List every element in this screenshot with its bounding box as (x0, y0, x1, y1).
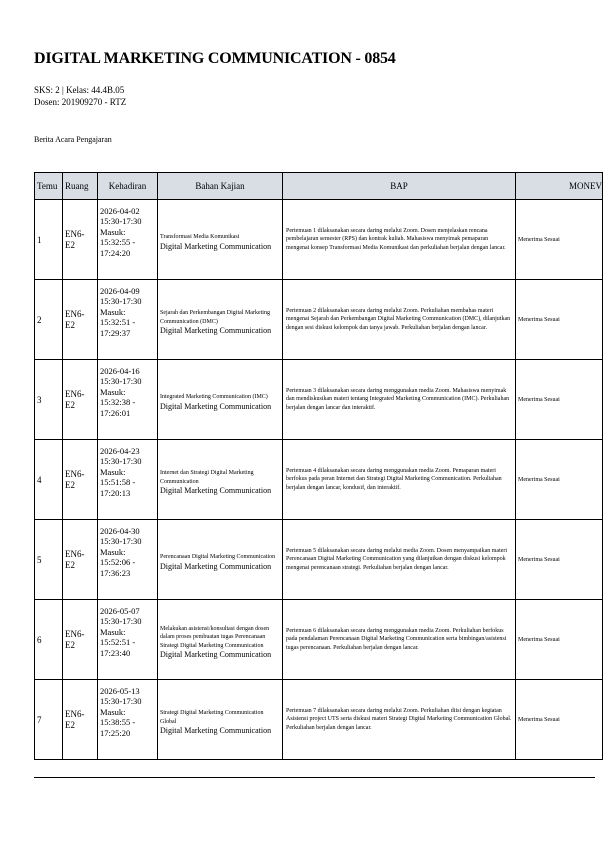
monev-status: Menerima Sesuai (516, 600, 603, 680)
meeting-number: 2 (35, 280, 63, 360)
monev-status: Menerima Sesuai (516, 520, 603, 600)
attendance-masuk-jam: 15:32:38 - (100, 397, 136, 408)
course-name: Digital Marketing Communication (160, 325, 272, 335)
study-material-cell (158, 600, 283, 680)
attendance-jam: 15:30-17:30 (100, 696, 142, 707)
monev-status: Menerima Sesuai (516, 680, 603, 760)
room-suffix: E2 (65, 399, 75, 410)
attendance-masuk-label: Masuk: (100, 706, 126, 717)
page-title: DIGITAL MARKETING COMMUNICATION - 0854 (34, 50, 396, 67)
header-bap: BAP (283, 173, 516, 200)
study-material-cell (158, 440, 283, 520)
attendance-masuk-jam: 15:32:55 - (100, 237, 136, 248)
table-row (35, 600, 603, 680)
study-material-cell (158, 280, 283, 360)
bap-description: Pertemuan 7 dilaksanakan secara daring melalui Zoom. Perkuliahan diisi dengan kegiatan Asistensi project UTS serta diskusi materi Strategi Digital Marketing Communication Global. Perkuliahan berjalan dengan lancar. (283, 680, 516, 760)
table-row (35, 200, 603, 280)
attendance-masuk-jam: 15:51:58 - (100, 477, 136, 488)
attendance-masuk-label: Masuk: (100, 626, 126, 637)
meeting-number: 5 (35, 520, 63, 600)
room-cell (63, 680, 98, 760)
header-kehadiran: Kehadiran (98, 173, 158, 200)
attendance-cell (98, 280, 158, 360)
attendance-tanggal: 2026-04-09 (100, 286, 140, 296)
attendance-tanggal: 2026-05-07 (100, 606, 140, 616)
room-cell (63, 360, 98, 440)
attendance-cell (98, 440, 158, 520)
attendance-keluar-jam: 17:25:20 (100, 727, 131, 738)
monev-status: Menerima Sesuai (516, 280, 603, 360)
attendance-keluar-jam: 17:24:20 (100, 247, 131, 258)
attendance-masuk-label: Masuk: (100, 546, 126, 557)
monev-status: Menerima Sesuai (516, 440, 603, 520)
attendance-cell (98, 600, 158, 680)
room-suffix: E2 (65, 479, 75, 490)
room-code: EN6- (65, 708, 85, 719)
study-material-cell (158, 680, 283, 760)
bap-description: Pertemuan 5 dilaksanakan secara daring melalui media Zoom. Dosen menyampaikan materi Perencanaan Digital Marketing Communication yang dilanjutkan dengan diskusi kelompok mengenai perencanaan strategi. Perkuliahan berjalan dengan lancar. (283, 520, 516, 600)
room-code: EN6- (65, 308, 85, 319)
room-cell (63, 280, 98, 360)
attendance-jam: 15:30-17:30 (100, 536, 142, 547)
room-code: EN6- (65, 468, 85, 479)
study-topic: Strategi Digital Marketing Communication Global (160, 710, 264, 725)
attendance-keluar-jam: 17:26:01 (100, 407, 131, 418)
attendance-keluar-jam: 17:23:40 (100, 647, 131, 658)
room-suffix: E2 (65, 639, 75, 650)
meeting-number: 6 (35, 600, 63, 680)
bap-description: Pertemuan 4 dilaksanakan secara daring menggunakan media Zoom. Pemaparan materi berfokus pada peran Internet dan Strategi Digital Marketing Communication. Perkuliahan berjalan dengan lancar, kondusif, dan interaktif. (283, 440, 516, 520)
section-label: Berita Acara Pengajaran (34, 135, 112, 144)
study-material-cell (158, 520, 283, 600)
study-material-cell (158, 360, 283, 440)
meeting-number: 1 (35, 200, 63, 280)
attendance-jam: 15:30-17:30 (100, 296, 142, 307)
attendance-masuk-jam: 15:52:51 - (100, 637, 136, 648)
study-topic: Transformasi Media Komunikasi (160, 234, 240, 241)
attendance-cell (98, 360, 158, 440)
meeting-number: 3 (35, 360, 63, 440)
table-row (35, 360, 603, 440)
room-suffix: E2 (65, 239, 75, 250)
attendance-cell (98, 200, 158, 280)
header-ruang: Ruang (63, 173, 98, 200)
bap-table (34, 172, 603, 760)
attendance-keluar-jam: 17:20:13 (100, 487, 131, 498)
attendance-keluar-jam: 17:29:37 (100, 327, 131, 338)
course-name: Digital Marketing Communication (160, 561, 272, 571)
study-topic: Melakukan asistensi/konsultasi dengan dosen dalam proses pembuatan tugas Perencanaan Strategi Digital Marketing Communication (160, 626, 270, 649)
header-monev: MONEV (516, 173, 603, 200)
attendance-masuk-jam: 15:38:55 - (100, 717, 136, 728)
course-name: Digital Marketing Communication (160, 401, 272, 411)
room-code: EN6- (65, 228, 85, 239)
header-temu: Temu (35, 173, 63, 200)
room-code: EN6- (65, 388, 85, 399)
room-cell (63, 600, 98, 680)
attendance-cell (98, 520, 158, 600)
course-name: Digital Marketing Communication (160, 649, 272, 659)
bap-description: Pertemuan 1 dilaksanakan secara daring melalui Zoom. Dosen menjelaskan rencana pembelajaran semester (RPS) dan kontrak kuliah. Mahasiswa menyimak pemaparan mengenai konsep Transformasi Media Komunikasi dan perkuliahan berjalan dengan lancar. (283, 200, 516, 280)
course-meta-dosen: Dosen: 201909270 - RTZ (34, 97, 127, 107)
room-suffix: E2 (65, 559, 75, 570)
attendance-tanggal: 2026-04-02 (100, 206, 140, 216)
study-topic: Sejarah dan Perkembangan Digital Marketing Communication (DMC) (160, 310, 270, 325)
room-code: EN6- (65, 628, 85, 639)
table-row (35, 440, 603, 520)
attendance-tanggal: 2026-05-13 (100, 686, 140, 696)
monev-status: Menerima Sesuai (516, 200, 603, 280)
table-body (35, 200, 603, 760)
meeting-number: 7 (35, 680, 63, 760)
attendance-tanggal: 2026-04-23 (100, 446, 140, 456)
attendance-cell (98, 680, 158, 760)
meeting-number: 4 (35, 440, 63, 520)
attendance-jam: 15:30-17:30 (100, 216, 142, 227)
attendance-masuk-label: Masuk: (100, 466, 126, 477)
study-topic: Internet dan Strategi Digital Marketing Communication (160, 470, 254, 485)
study-material-cell (158, 200, 283, 280)
study-topic: Perencanaan Digital Marketing Communication (160, 554, 276, 561)
bap-description: Pertemuan 3 dilaksanakan secara daring menggunakan media Zoom. Mahasiswa menyimak dan mendiskusikan materi tentang Integrated Marketing Communication (IMC). Perkuliahan berjalan dengan lancar dan interaktif. (283, 360, 516, 440)
monev-status: Menerima Sesuai (516, 360, 603, 440)
course-name: Digital Marketing Communication (160, 725, 272, 735)
attendance-keluar-jam: 17:36:23 (100, 567, 131, 578)
bap-description: Pertemuan 6 dilaksanakan secara daring menggunakan media Zoom. Perkuliahan berfokus pada pendalaman Perencanaan Digital Marketing Communication serta bimbingan/asistensi tugas perencanaan. Perkuliahan berjalan dengan lancar. (283, 600, 516, 680)
attendance-jam: 15:30-17:30 (100, 616, 142, 627)
table-row (35, 280, 603, 360)
attendance-masuk-jam: 15:32:51 - (100, 317, 136, 328)
study-topic: Integrated Marketing Communication (IMC) (160, 394, 268, 401)
course-meta-sks-kelas: SKS: 2 | Kelas: 44.4B.05 (34, 85, 125, 95)
room-suffix: E2 (65, 719, 75, 730)
room-cell (63, 520, 98, 600)
table-row (35, 520, 603, 600)
table-row (35, 680, 603, 760)
attendance-tanggal: 2026-04-30 (100, 526, 140, 536)
attendance-masuk-label: Masuk: (100, 306, 126, 317)
room-cell (63, 200, 98, 280)
attendance-masuk-jam: 15:52:06 - (100, 557, 136, 568)
attendance-tanggal: 2026-04-16 (100, 366, 140, 376)
attendance-jam: 15:30-17:30 (100, 456, 142, 467)
header-bahan-kajian: Bahan Kajian (158, 173, 283, 200)
course-name: Digital Marketing Communication (160, 241, 272, 251)
room-cell (63, 440, 98, 520)
room-suffix: E2 (65, 319, 75, 330)
course-name: Digital Marketing Communication (160, 485, 272, 495)
table-bottom-border (34, 777, 595, 778)
attendance-masuk-label: Masuk: (100, 226, 126, 237)
table-header-row (35, 173, 603, 200)
attendance-masuk-label: Masuk: (100, 386, 126, 397)
room-code: EN6- (65, 548, 85, 559)
attendance-jam: 15:30-17:30 (100, 376, 142, 387)
bap-description: Pertemuan 2 dilaksanakan secara daring melalui Zoom. Perkuliahan membahas materi mengenai Sejarah dan Perkembangan Digital Marketing Communication (DMC), dilanjutkan dengan sesi diskusi kelompok dan tanya jawab. Perkuliahan berjalan dengan lancar. (283, 280, 516, 360)
